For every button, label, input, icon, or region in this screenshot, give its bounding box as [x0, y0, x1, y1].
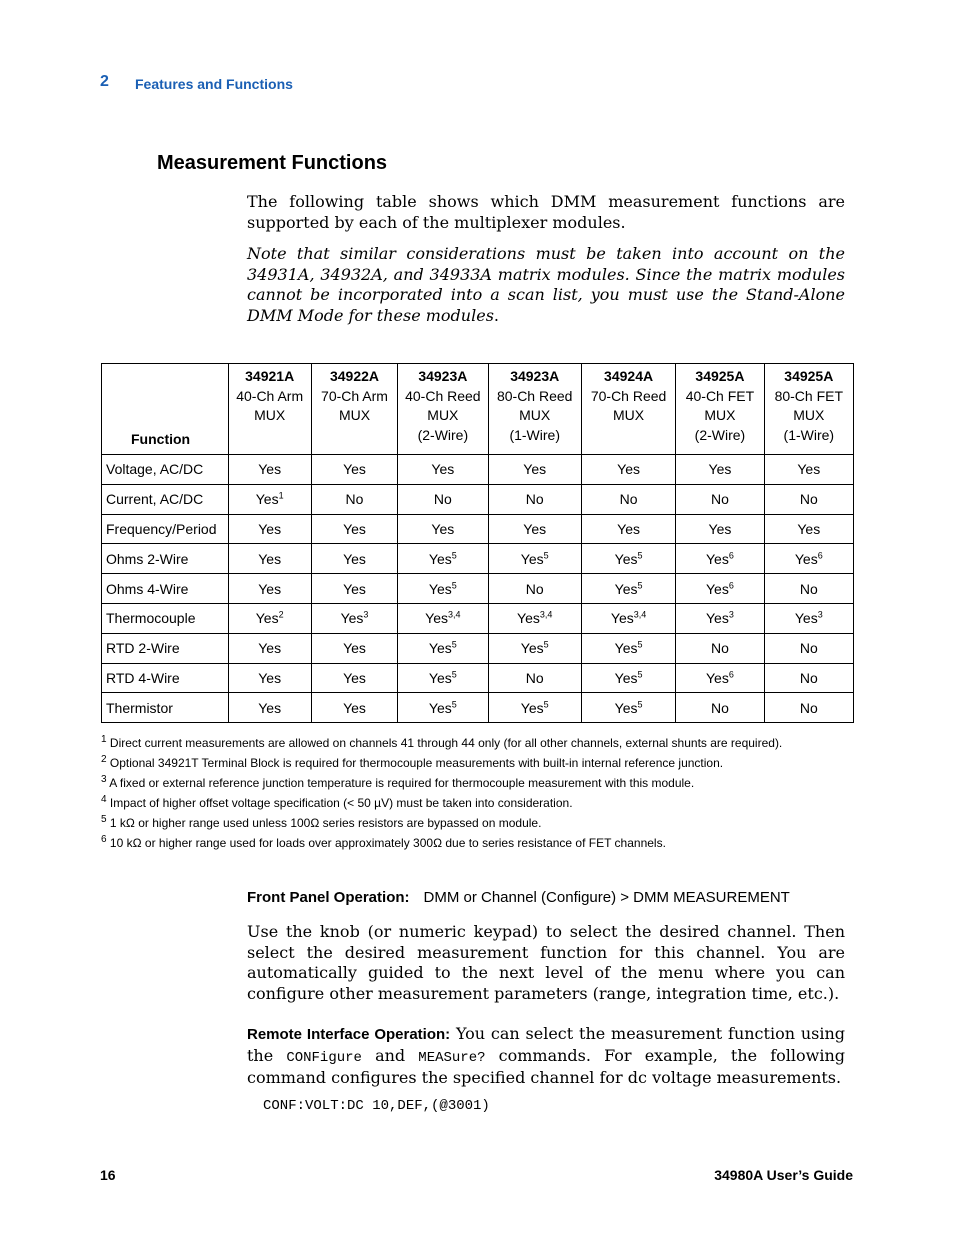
support-cell: [398, 484, 488, 514]
footnote-reference: 5: [637, 699, 643, 710]
footnote: [101, 796, 573, 810]
footnote-reference: 1: [278, 490, 284, 501]
support-value: Yes: [614, 580, 638, 597]
support-value: Yes: [343, 640, 366, 657]
support-value: Yes: [523, 520, 547, 537]
support-cell: [488, 484, 581, 514]
footnote-text: 1 kΩ or higher range used unless 100Ω series resistors are bypassed on module.: [109, 816, 542, 830]
module-description-line: MUX: [704, 407, 736, 423]
support-cell: [311, 544, 397, 574]
table-row: [102, 514, 854, 544]
footnote-reference: 5: [637, 550, 643, 561]
footnote-reference: 3: [728, 609, 734, 620]
footnote-reference: 5: [543, 639, 549, 650]
support-value: Yes: [258, 550, 282, 567]
support-value: Yes: [258, 520, 282, 537]
support-cell: [581, 455, 675, 485]
module-description-line: (2-Wire): [417, 426, 469, 443]
module-column-header: [488, 364, 581, 455]
support-cell: [228, 514, 311, 544]
chapter-title: Features and Functions: [135, 76, 293, 92]
footnote-text: Direct current measurements are allowed on channels 41 through 44 only (for all other channels, external shunts are required).: [109, 736, 783, 750]
footnote-reference: 5: [637, 579, 643, 590]
function-name-cell: Frequency/Period: [102, 514, 229, 544]
remote-text-2: and: [375, 1045, 406, 1065]
support-cell: [676, 693, 764, 723]
guide-title: 34980A User’s Guide: [714, 1167, 853, 1183]
configure-command: CONFigure: [286, 1049, 362, 1066]
support-value: No: [799, 699, 818, 716]
footnote-reference: 5: [451, 550, 457, 561]
support-cell: [228, 574, 311, 604]
support-value: Yes: [255, 610, 279, 627]
support-value: Yes: [343, 550, 366, 567]
knob-paragraph: Use the knob (or numeric keypad) to select the desired channel. Then select the desired measurement function for this channel. You are automatically guided to the next level of the menu where you can configure other measurement parameters (range, integration time, etc.).: [247, 922, 845, 1003]
footnote-reference: 6: [817, 550, 823, 561]
support-value: Yes: [428, 699, 452, 716]
support-value: Yes: [343, 699, 366, 716]
support-cell: [311, 484, 397, 514]
support-value: Yes: [340, 610, 364, 627]
support-cell: [488, 455, 581, 485]
support-value: Yes: [520, 699, 544, 716]
support-cell: [676, 514, 764, 544]
function-name-cell: RTD 4-Wire: [102, 663, 229, 693]
support-value: No: [799, 640, 818, 657]
support-value: No: [525, 669, 544, 686]
footnote-text: Optional 34921T Terminal Block is required for thermocouple measurements with built-in internal reference junction.: [109, 756, 724, 770]
footnote-reference: 5: [637, 669, 643, 680]
module-description-line: (2-Wire): [694, 426, 746, 443]
module-description-line: 70-Ch Arm: [321, 387, 388, 404]
support-cell: [764, 544, 853, 574]
support-cell: [581, 693, 675, 723]
support-cell: [398, 544, 488, 574]
note-paragraph: [247, 244, 845, 326]
support-cell: [488, 663, 581, 693]
footnote-reference: 3,4: [448, 609, 461, 620]
support-cell: [764, 603, 853, 633]
footnote-reference: 5: [543, 550, 549, 561]
support-cell: [581, 603, 675, 633]
support-value: Yes: [708, 461, 732, 478]
support-value: Yes: [614, 699, 638, 716]
footnote-reference: 5: [451, 579, 457, 590]
support-cell: [398, 633, 488, 663]
footnote: [101, 776, 694, 790]
module-description-line: 40-Ch Reed: [405, 387, 481, 404]
support-value: Yes: [428, 640, 452, 657]
footnote-reference: 5: [451, 669, 457, 680]
function-name-cell: Thermocouple: [102, 603, 229, 633]
footnote-reference: 5: [451, 639, 457, 650]
support-cell: [228, 455, 311, 485]
support-cell: [581, 574, 675, 604]
support-value: No: [345, 491, 364, 508]
remote-text-1: You can select the measurement function using the: [247, 1024, 845, 1065]
footnote-text: Impact of higher offset voltage specification (< 50 µV) must be taken into consideration.: [109, 796, 573, 810]
front-panel-path: DMM or Channel (Configure) > DMM MEASUREMENT: [423, 889, 790, 906]
code-example: CONF:VOLT:DC 10,DEF,(@3001): [263, 1098, 490, 1114]
module-description-line: MUX: [613, 407, 645, 423]
footnote-reference: 3: [363, 609, 369, 620]
table-header-row: [102, 364, 854, 455]
function-name-cell: Thermistor: [102, 693, 229, 723]
module-column-header: [398, 364, 488, 455]
footnote: [101, 756, 723, 770]
support-value: Yes: [794, 550, 818, 567]
module-description-line: 80-Ch Reed: [496, 387, 573, 404]
support-value: Yes: [428, 669, 452, 686]
support-value: Yes: [708, 520, 732, 537]
function-name-cell: Ohms 4-Wire: [102, 574, 229, 604]
module-description-line: (1-Wire): [783, 426, 835, 443]
footnote-mark: 5: [101, 814, 107, 825]
module-code: 34925A: [695, 368, 745, 384]
support-cell: [488, 574, 581, 604]
support-cell: [676, 455, 764, 485]
module-code: 34923A: [510, 368, 560, 384]
support-value: Yes: [706, 580, 729, 597]
support-cell: [581, 544, 675, 574]
support-value: Yes: [797, 520, 821, 537]
footnote: [101, 736, 782, 750]
footnote-mark: 6: [101, 834, 107, 845]
support-cell: [311, 455, 397, 485]
support-value: Yes: [706, 669, 729, 686]
footnote: [101, 816, 541, 830]
measurement-support-table: [101, 363, 854, 723]
support-value: No: [710, 640, 729, 657]
support-value: Yes: [794, 610, 818, 627]
support-cell: [676, 633, 764, 663]
module-description-line: MUX: [338, 407, 371, 423]
support-cell: [581, 633, 675, 663]
support-cell: [676, 484, 764, 514]
module-code: 34921A: [245, 368, 295, 384]
footnote-mark: 3: [101, 774, 107, 785]
footnote-reference: 3: [817, 609, 823, 620]
support-cell: [488, 603, 581, 633]
support-cell: [311, 663, 397, 693]
table-row: [102, 603, 854, 633]
footnote-reference: 3,4: [539, 609, 553, 620]
support-cell: [581, 484, 675, 514]
support-cell: [228, 544, 311, 574]
support-value: Yes: [431, 461, 455, 478]
support-value: Yes: [343, 520, 366, 537]
support-value: Yes: [614, 669, 638, 686]
support-cell: [488, 633, 581, 663]
front-panel-operation: [247, 889, 790, 906]
support-cell: [764, 455, 853, 485]
support-cell: [676, 574, 764, 604]
chapter-number: 2: [100, 73, 109, 90]
remote-interface-paragraph: [247, 1024, 845, 1089]
intro-paragraph: The following table shows which DMM measurement functions are supported by each of the multiplexer modules.: [247, 192, 845, 232]
module-description-line: MUX: [793, 407, 825, 423]
support-value: Yes: [617, 520, 640, 537]
support-value: Yes: [258, 640, 282, 657]
footnote-reference: 3,4: [633, 609, 647, 620]
support-value: Yes: [258, 580, 282, 597]
footnote-reference: 6: [728, 550, 734, 561]
page-number: 16: [100, 1167, 116, 1183]
support-cell: [581, 663, 675, 693]
support-cell: [398, 603, 488, 633]
support-cell: [311, 574, 397, 604]
module-description-line: MUX: [519, 407, 551, 423]
footnote-reference: 5: [543, 699, 549, 710]
support-value: Yes: [343, 669, 366, 686]
support-value: Yes: [706, 610, 729, 627]
support-cell: [764, 693, 853, 723]
support-value: Yes: [520, 640, 544, 657]
module-column-header: [676, 364, 764, 455]
module-code: 34922A: [329, 368, 380, 384]
support-cell: [311, 693, 397, 723]
support-cell: [488, 514, 581, 544]
note-period: .: [493, 305, 499, 325]
support-value: Yes: [523, 461, 547, 478]
module-description-line: 70-Ch Reed: [590, 387, 667, 404]
support-cell: [764, 663, 853, 693]
support-cell: [764, 633, 853, 663]
function-name-cell: Current, AC/DC: [102, 484, 229, 514]
function-name-cell: Voltage, AC/DC: [102, 455, 229, 485]
module-code: 34923A: [418, 368, 468, 384]
module-code: 34925A: [784, 368, 834, 384]
support-value: Yes: [797, 461, 821, 478]
table-row: [102, 633, 854, 663]
module-description-line: 40-Ch Arm: [236, 387, 304, 404]
support-cell: [764, 574, 853, 604]
function-column-header: Function: [102, 364, 229, 455]
support-value: No: [799, 491, 818, 508]
footnote-reference: 6: [728, 669, 734, 680]
footnote-mark: 1: [101, 734, 107, 745]
support-value: Yes: [425, 610, 449, 627]
module-description-line: (1-Wire): [509, 426, 560, 443]
footnote-text: 10 kΩ or higher range used for loads over approximately 300Ω due to series resistance of FET channels.: [109, 836, 666, 850]
support-value: No: [799, 669, 818, 686]
module-code: 34924A: [604, 368, 654, 384]
support-value: Yes: [610, 610, 634, 627]
function-name-cell: Ohms 2-Wire: [102, 544, 229, 574]
section-title: Measurement Functions: [157, 152, 388, 174]
module-column-header: [228, 364, 311, 455]
remote-text-3: commands. For example, the following command configures the specified channel for dc voltage measurements.: [247, 1045, 846, 1087]
support-value: Yes: [255, 491, 279, 508]
support-value: Yes: [258, 669, 282, 686]
support-cell: [488, 544, 581, 574]
support-cell: [398, 514, 488, 544]
footnote: [101, 836, 666, 850]
support-value: Yes: [520, 550, 544, 567]
module-column-header: [311, 364, 397, 455]
support-cell: [311, 633, 397, 663]
support-cell: [228, 633, 311, 663]
table-body: [102, 455, 854, 723]
module-description-line: MUX: [254, 407, 286, 423]
support-cell: [676, 603, 764, 633]
support-value: No: [525, 580, 544, 597]
support-cell: [764, 484, 853, 514]
support-cell: [581, 514, 675, 544]
support-value: Yes: [614, 550, 638, 567]
footnote-mark: 2: [101, 754, 107, 765]
support-value: Yes: [517, 610, 540, 627]
table-row: [102, 484, 854, 514]
support-value: Yes: [428, 580, 452, 597]
table-row: [102, 693, 854, 723]
module-column-header: [581, 364, 675, 455]
table-row: [102, 544, 854, 574]
front-panel-label: Front Panel Operation:: [247, 889, 410, 906]
support-value: No: [710, 699, 729, 716]
table-row: [102, 574, 854, 604]
support-value: Yes: [258, 699, 282, 716]
support-cell: [228, 603, 311, 633]
support-value: Yes: [614, 640, 638, 657]
support-value: Yes: [258, 461, 282, 478]
module-description-line: 80-Ch FET: [774, 387, 844, 404]
support-value: No: [433, 491, 452, 508]
support-cell: [676, 544, 764, 574]
support-cell: [228, 663, 311, 693]
support-cell: [398, 663, 488, 693]
footnote-text: A fixed or external reference junction temperature is required for thermocouple measurement with this module.: [109, 776, 695, 790]
support-cell: [228, 484, 311, 514]
support-value: No: [525, 491, 544, 508]
remote-label: Remote Interface Operation:: [247, 1026, 451, 1043]
footnote-reference: 2: [278, 609, 284, 620]
support-value: No: [799, 580, 818, 597]
support-cell: [228, 693, 311, 723]
support-cell: [311, 514, 397, 544]
support-value: No: [619, 491, 638, 508]
footnote-mark: 4: [101, 794, 107, 805]
support-value: Yes: [343, 580, 366, 597]
support-cell: [311, 603, 397, 633]
support-cell: [764, 514, 853, 544]
support-value: Yes: [428, 550, 452, 567]
support-value: Yes: [617, 461, 640, 478]
support-value: No: [710, 491, 729, 508]
module-description-line: MUX: [427, 407, 459, 423]
table-row: [102, 663, 854, 693]
footnote-reference: 5: [451, 699, 457, 710]
support-value: Yes: [706, 550, 729, 567]
support-cell: [488, 693, 581, 723]
measure-command: MEASure?: [418, 1049, 486, 1066]
support-value: Yes: [431, 520, 455, 537]
function-name-cell: RTD 2-Wire: [102, 633, 229, 663]
support-cell: [398, 574, 488, 604]
footnote-reference: 6: [728, 579, 734, 590]
support-cell: [398, 693, 488, 723]
footnote-reference: 5: [637, 639, 643, 650]
note-text: Note that similar considerations must be taken into account on the 34931A, 34932A, and 34933A matrix modules. Since the matrix modules cannot be incorporated into a scan list, you must use the Stand-Alone DMM Mode for these modules: [247, 244, 845, 325]
support-cell: [398, 455, 488, 485]
support-cell: [676, 663, 764, 693]
support-value: Yes: [343, 461, 366, 478]
table-row: [102, 455, 854, 485]
module-column-header: [764, 364, 853, 455]
module-description-line: 40-Ch FET: [685, 387, 755, 404]
